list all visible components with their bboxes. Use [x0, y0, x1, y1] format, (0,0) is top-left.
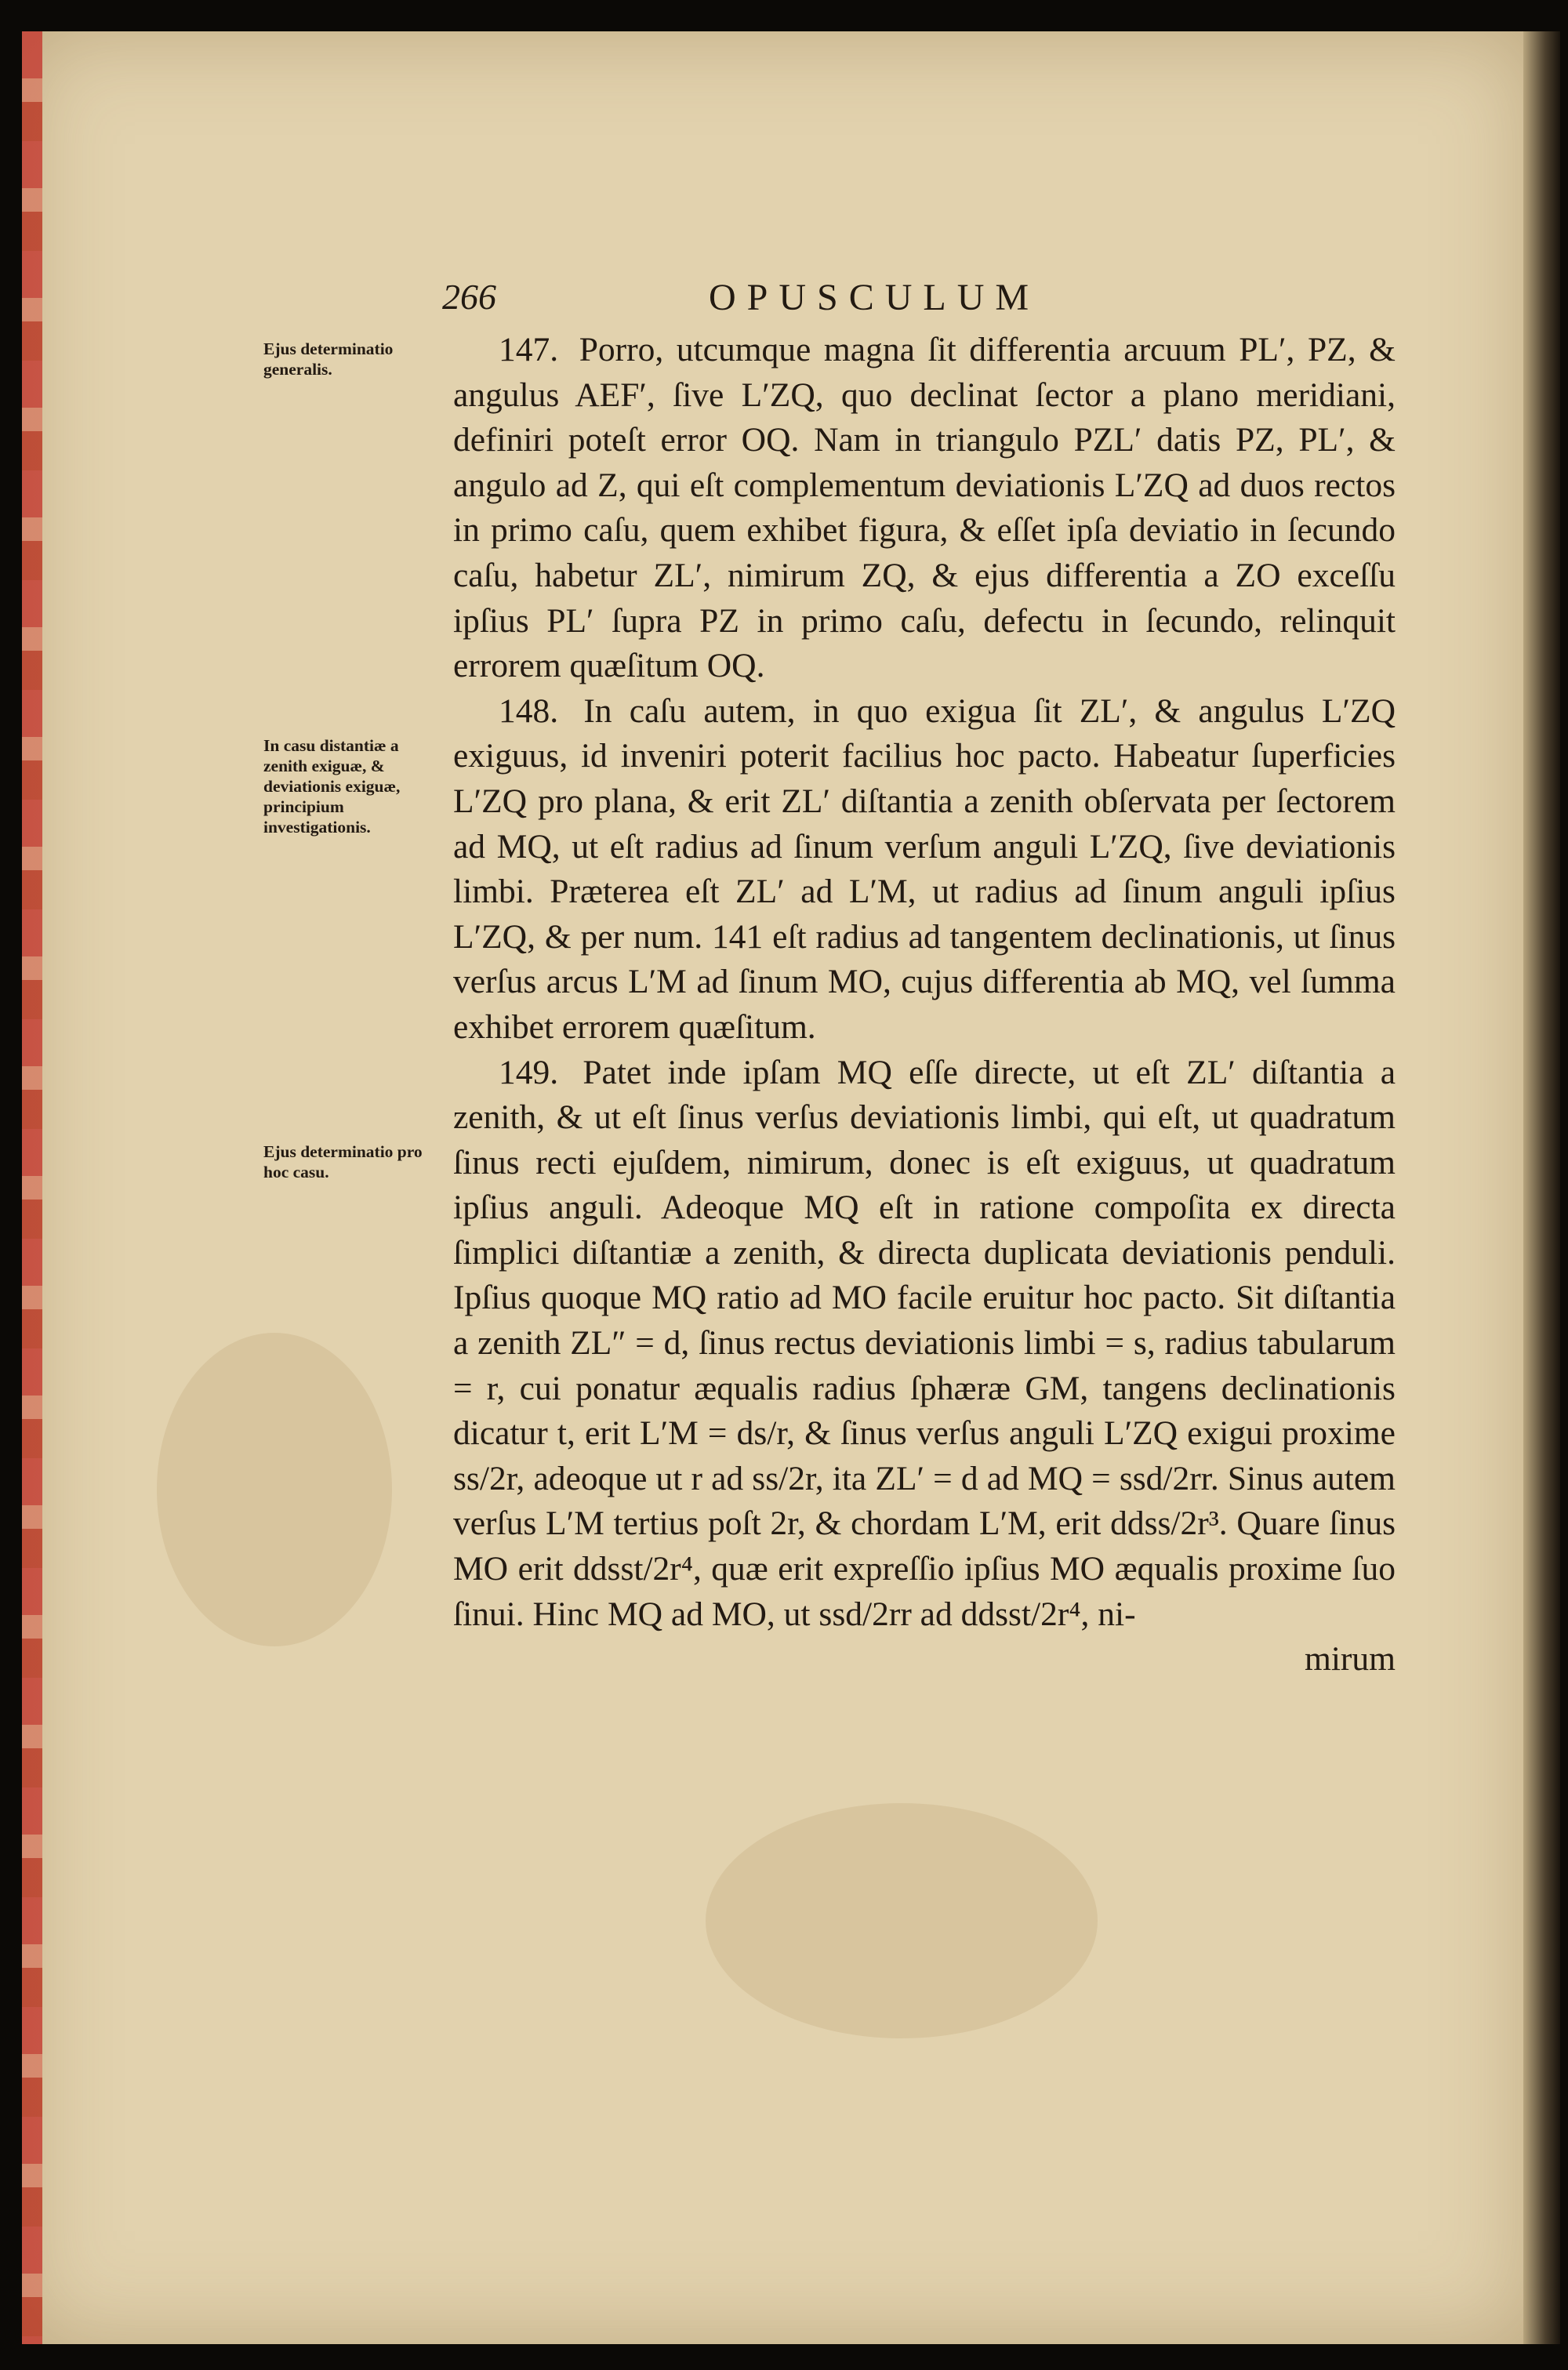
margin-note: Ejus determinatio generalis.	[263, 339, 394, 379]
paragraph-text: Porro, utcumque magna ſit differentia arcuum PL′, PZ, & angulus AEF′, ſive L′ZQ, quo declinat ſector a plano meridiani, definiri poteſt error OQ. Nam in triangulo PZL′ datis PZ, PL′, & angulo ad Z, qui eſt complementum deviationis L′ZQ ad duos rectos in primo caſu, quem exhibet figura, & eſſet ipſa deviatio in ſecundo caſu, habetur ZL′, nimirum ZQ, & ejus differentia a ZO exceſſu ipſius PL′ ſupra PZ in primo caſu, defectu in ſecundo, relinquit errorem quæſitum OQ.	[453, 331, 1396, 685]
paragraph-number: 147.	[499, 331, 559, 368]
page-edge-ribbon	[22, 31, 42, 2344]
margin-note: In casu distantiæ a zenith exiguæ, & deviationis exiguæ, principium investigationis.	[263, 736, 401, 837]
paragraph-text: In caſu autem, in quo exigua ſit ZL′, & angulus L′ZQ exiguus, id inveniri poterit facilius hoc pacto. Habeatur ſuperficies L′ZQ pro plana, & erit ZL′ diſtantia a zenith obſervata per ſectorem ad MQ, ut eſt radius ad ſinum verſum anguli L′ZQ, ſive deviationis limbi. Præterea eſt ZL′ ad L′M, ut radius ad ſinum anguli ipſius L′ZQ, & per num. 141 eſt radius ad tangentem declinationis, ut ſinus verſus arcus L′M ad ſinum MO, cujus differentia ab MQ, vel ſumma exhibet errorem quæſitum.	[453, 691, 1396, 1046]
paragraph-147	[453, 328, 1396, 689]
paragraph-149	[453, 1051, 1396, 1682]
binding-gutter	[1523, 31, 1560, 2344]
paragraph-148	[453, 689, 1396, 1051]
paragraph-text: Patet inde ipſam MQ eſſe directe, ut eſt ZL′ diſtantia a zenith, & ut eſt ſinus verſus deviationis limbi, qui eſt, ut quadratum ſinus recti ejuſdem, nimirum, donec is eſt exiguus, ut quadratum ipſius anguli. Adeoque MQ eſt in ratione compoſita ex directa ſimplici diſtantiæ a zenith, & directa duplicata deviationis penduli. Ipſius quoque MQ ratio ad MO facile eruitur hoc pacto. Sit diſtantia a zenith ZL″ = d, ſinus rectus deviationis limbi = s, radius tabularum = r, cui ponatur æqualis radius ſphæræ GM, tangens declinationis dicatur t, erit L′M = ds/r, & ſinus verſus anguli L′ZQ exigui proxime ss/2r, adeoque ut r ad ss/2r, ita ZL′ = d ad MQ = ssd/2rr. Sinus autem verſus L′M tertius poſt 2r, & chordam L′M, erit ddss/2r³. Quare ſinus MO erit ddsst/2r⁴, quæ erit expreſſio ipſius MO æqualis proxime ſuo ſinui. Hinc MQ ad MO, ut ssd/2rr ad ddsst/2r⁴, ni-	[453, 1053, 1396, 1633]
margin-note: Ejus determinatio pro hoc casu.	[263, 1142, 423, 1181]
main-text	[453, 328, 1396, 1682]
paper-stain	[706, 1803, 1098, 2038]
page-header	[442, 276, 1430, 331]
page-number: 266	[442, 277, 496, 317]
catchword: mirum	[1305, 1640, 1396, 1679]
paragraph-number: 148.	[499, 691, 559, 730]
running-title: OPUSCULUM	[709, 277, 1040, 318]
paper-stain	[157, 1333, 392, 1646]
paragraph-number: 149.	[499, 1053, 559, 1091]
